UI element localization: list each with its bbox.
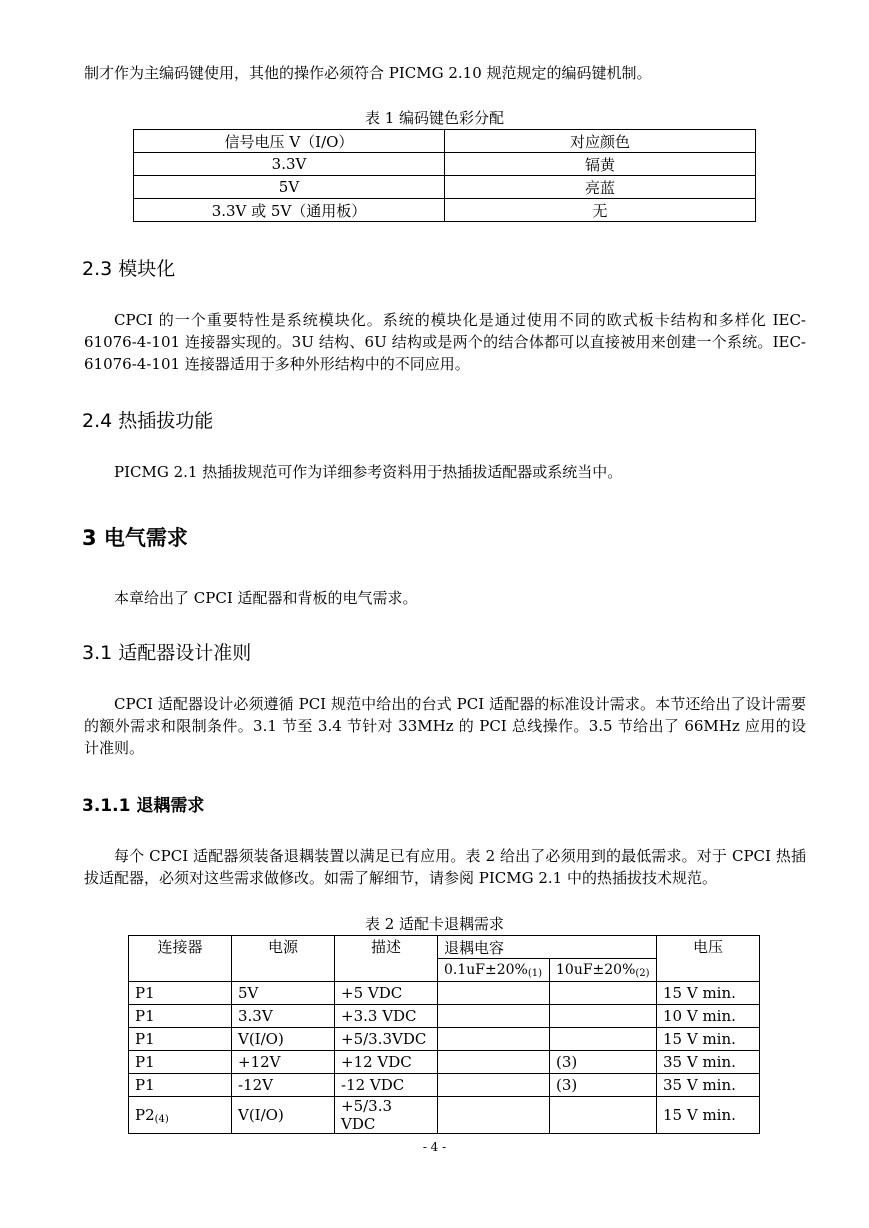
table-cell bbox=[438, 1097, 550, 1134]
table-cell: P1 bbox=[129, 1005, 232, 1028]
table-row bbox=[129, 1051, 760, 1074]
heading-3: 3 电气需求 bbox=[82, 526, 188, 550]
table-cell: $P2_{(4)}$ bbox=[129, 1097, 232, 1134]
table1-caption: 表 1 编码键色彩分配 bbox=[364, 109, 505, 127]
table-cell bbox=[438, 1005, 550, 1028]
table-header-cell: 连接器 bbox=[129, 936, 232, 982]
table-header-row bbox=[134, 130, 756, 153]
table-cell bbox=[438, 1074, 550, 1097]
heading-3-1: 3.1 适配器设计准则 bbox=[82, 642, 252, 664]
table-header-cell: $10uF\pm 20\%_{(2)}$ bbox=[550, 959, 657, 982]
table-cell: (3) bbox=[550, 1074, 657, 1097]
paragraph-2-3: CPCI 的一个重要特性是系统模块化。系统的模块化是通过使用不同的欧式板卡结构和多样化 IEC-61076-4-101 连接器实现的。3U 结构、6U 结构或是两个的结合体都可以直接被用来创建一个系统。IEC-61076-4-101 连接器适用于多种外形结构中的不同应用。 bbox=[84, 311, 806, 373]
table-cell: V(I/O) bbox=[232, 1097, 335, 1134]
table-header-cell: 对应颜色 bbox=[445, 130, 756, 153]
table-cell: 10 V min. bbox=[657, 1005, 760, 1028]
table-header-cell: $0.1uF\pm 20\%_{(1)}$ bbox=[438, 959, 550, 982]
table-cell: +5/3.3VDC bbox=[335, 1028, 438, 1051]
table-cell: 35 V min. bbox=[657, 1051, 760, 1074]
page-number: - 4 - bbox=[422, 1140, 447, 1154]
table-row bbox=[129, 1097, 760, 1134]
table-cell bbox=[438, 1028, 550, 1051]
paragraph-3-1: CPCI 适配器设计必须遵循 PCI 规范中给出的台式 PCI 适配器的标准设计需求。本节还给出了设计需要的额外需求和限制条件。3.1 节至 3.4 节针对 33MHz 的 PCI 总线操作。3.5 节给出了 66MHz 应用的设计准则。 bbox=[84, 695, 806, 757]
table-header-cell: 电压 bbox=[657, 936, 760, 982]
table-cell bbox=[550, 1028, 657, 1051]
table-cell: P1 bbox=[129, 982, 232, 1005]
table-cell bbox=[550, 982, 657, 1005]
table-cell: P1 bbox=[129, 1051, 232, 1074]
table-row bbox=[129, 1074, 760, 1097]
table-cell: +5 VDC bbox=[335, 982, 438, 1005]
table-header-cell: 信号电压 V（I/O） bbox=[134, 130, 445, 153]
table-cell: V(I/O) bbox=[232, 1028, 335, 1051]
table-cell: 3.3V 或 5V（通用板） bbox=[134, 199, 445, 222]
paragraph-3: 本章给出了 CPCI 适配器和背板的电气需求。 bbox=[114, 589, 418, 607]
table2 bbox=[128, 935, 760, 1134]
table-cell: 无 bbox=[445, 199, 756, 222]
table-cell bbox=[550, 1097, 657, 1134]
table-row bbox=[134, 199, 756, 222]
table-cell: P1 bbox=[129, 1074, 232, 1097]
top-line: 制才作为主编码键使用，其他的操作必须符合 PICMG 2.10 规范规定的编码键机制。 bbox=[84, 64, 652, 82]
table-row bbox=[129, 1028, 760, 1051]
table-cell: 5V bbox=[232, 982, 335, 1005]
table-cell: 亮蓝 bbox=[445, 176, 756, 199]
table-cell: +12 VDC bbox=[335, 1051, 438, 1074]
table-cell: 15 V min. bbox=[657, 1097, 760, 1134]
table2-caption: 表 2 适配卡退耦需求 bbox=[364, 915, 505, 933]
table-row bbox=[129, 982, 760, 1005]
table-header-cell: 电源 bbox=[232, 936, 335, 982]
table-cell: -12 VDC bbox=[335, 1074, 438, 1097]
table-cell: 3.3V bbox=[232, 1005, 335, 1028]
table-cell: 镉黄 bbox=[445, 153, 756, 176]
table-cell: +3.3 VDC bbox=[335, 1005, 438, 1028]
heading-2-3: 2.3 模块化 bbox=[82, 258, 176, 280]
table-cell: +5/3.3 VDC bbox=[335, 1097, 438, 1134]
table-cell: (3) bbox=[550, 1051, 657, 1074]
table-header-cell: 退耦电容 bbox=[438, 936, 657, 959]
table-header-cell: 描述 bbox=[335, 936, 438, 982]
table-cell: -12V bbox=[232, 1074, 335, 1097]
table-cell bbox=[438, 1051, 550, 1074]
table-cell: +12V bbox=[232, 1051, 335, 1074]
table-cell bbox=[550, 1005, 657, 1028]
table-row bbox=[129, 1005, 760, 1028]
table-row bbox=[134, 153, 756, 176]
paragraph-3-1-1: 每个 CPCI 适配器须装备退耦装置以满足已有应用。表 2 给出了必须用到的最低需求。对于 CPCI 热插拔适配器，必须对这些需求做修改。如需了解细节，请参阅 PICMG 2.1 中的热插拔技术规范。 bbox=[84, 847, 806, 887]
heading-2-4: 2.4 热插拔功能 bbox=[82, 410, 214, 432]
table-row bbox=[134, 176, 756, 199]
table-cell: 15 V min. bbox=[657, 982, 760, 1005]
table-header-row bbox=[129, 936, 760, 959]
paragraph-2-4: PICMG 2.1 热插拔规范可作为详细参考资料用于热插拔适配器或系统当中。 bbox=[114, 463, 623, 481]
table-cell: 3.3V bbox=[134, 153, 445, 176]
table-cell: 15 V min. bbox=[657, 1028, 760, 1051]
heading-3-1-1: 3.1.1 退耦需求 bbox=[82, 796, 205, 816]
table-cell bbox=[438, 982, 550, 1005]
table-cell: 5V bbox=[134, 176, 445, 199]
table1 bbox=[133, 129, 756, 222]
table-cell: 35 V min. bbox=[657, 1074, 760, 1097]
table-cell: P1 bbox=[129, 1028, 232, 1051]
